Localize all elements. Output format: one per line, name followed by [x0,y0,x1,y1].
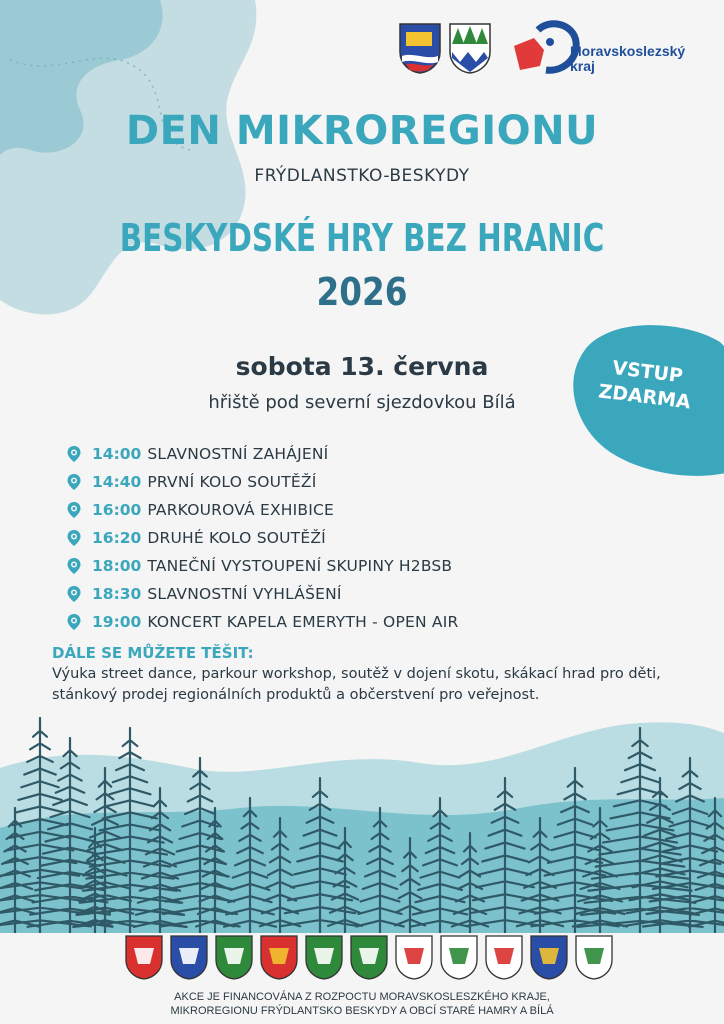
schedule-time: 18:30 [92,585,142,603]
schedule-item [66,440,626,468]
frydlant-crest-icon [398,22,442,74]
schedule-time: 16:00 [92,501,142,519]
schedule-list [66,440,626,636]
crest-6-icon [349,934,389,980]
crest-10-icon [529,934,569,980]
forest-illustration [0,708,724,933]
funding-line2: MIKROREGIONU FRÝDLANTSKO BESKYDY A OBCÍ STARÉ HAMRY A BÍLÁ [170,1005,554,1017]
crest-4-icon [259,934,299,980]
crest-3-icon [214,934,254,980]
top-logos [398,20,698,80]
region-name [570,44,685,74]
schedule-time: 14:40 [92,473,142,491]
location-pin-icon [66,529,82,547]
event-year: 2026 [316,270,408,314]
schedule-activity: SLAVNOSTNÍ VYHLÁŠENÍ [147,585,342,603]
more-text: Výuka street dance, parkour workshop, soutěž v dojení skotu, skákací hrad pro děti, stánkový prodej regionálních produktů a občerstvení pro veřejnost. [52,666,661,703]
schedule-time: 18:00 [92,557,142,575]
schedule-time: 16:20 [92,529,142,547]
schedule-item [66,468,626,496]
schedule-activity: PARKOUROVÁ EXHIBICE [147,501,335,519]
crest-1-icon [124,934,164,980]
funding-note [0,990,724,1018]
schedule-activity: PRVNÍ KOLO SOUTĚŽÍ [147,473,317,491]
crest-11-icon [574,934,614,980]
schedule-activity: KONCERT KAPELA EMERYTH - OPEN AIR [147,613,459,631]
event-name: BESKYDSKÉ HRY BEZ HRANIC [119,216,605,260]
region-name-line2: kraj [570,58,595,74]
location-pin-icon [66,445,82,463]
location-pin-icon [66,557,82,575]
schedule-time: 14:00 [92,445,142,463]
schedule-item [66,580,626,608]
schedule-item [66,608,626,636]
crest-9-icon [484,934,524,980]
beskydy-crest-icon [448,22,492,74]
badge-line1: VSTUP [611,356,685,388]
schedule-activity: TANEČNÍ VYSTOUPENÍ SKUPINY H2BSB [147,557,453,575]
schedule-item [66,552,626,580]
schedule-item [66,496,626,524]
crest-8-icon [439,934,479,980]
crest-2-icon [169,934,209,980]
region-name-line1: Moravskoslezský [570,43,686,59]
crest-7-icon [394,934,434,980]
event-date: sobota 13. června [235,352,489,381]
location-pin-icon [66,585,82,603]
schedule-time: 19:00 [92,613,142,631]
event-place: hřiště pod severní sjezdovkou Bílá [208,392,516,413]
location-pin-icon [66,501,82,519]
page-title: DEN MIKROREGIONU [125,108,599,154]
more-heading: DÁLE SE MŮŽETE TĚŠIT: [52,644,254,662]
schedule-item [66,524,626,552]
funding-line1: AKCE JE FINANCOVÁNA Z ROZPOCTU MORAVSKOSLESZKÉHO KRAJE, [174,991,550,1003]
badge-line2: ZDARMA [597,380,692,414]
municipality-crests [124,934,614,984]
location-pin-icon [66,473,82,491]
subtitle: FRÝDLANSTKO-BESKYDY [254,166,470,186]
schedule-activity: DRUHÉ KOLO SOUTĚŽÍ [147,529,326,547]
crest-5-icon [304,934,344,980]
location-pin-icon [66,613,82,631]
schedule-activity: SLAVNOSTNÍ ZAHÁJENÍ [147,445,329,463]
